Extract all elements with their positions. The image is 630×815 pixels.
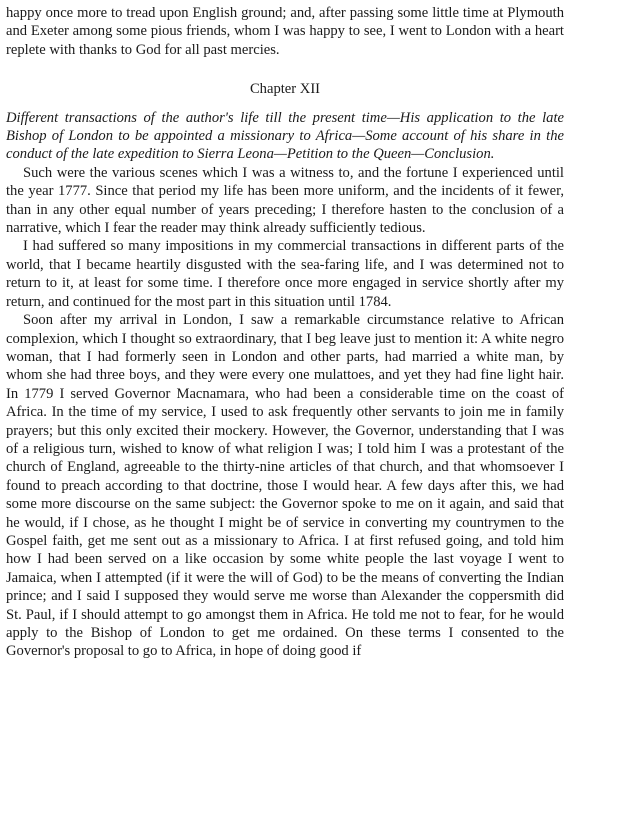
body-paragraph-2: I had suffered so many impositions in my commercial transactions in different parts of the world, that I became heartily disgusted with the sea-faring life, and I was determined not to return to it, at least for some time. I therefore once more engaged in service shortly after my return, and continued for the most part in this situation until 1784. <box>6 238 564 310</box>
body-paragraph-3: Soon after my arrival in London, I saw a remarkable circumstance relative to African complexion, which I thought so extraordinary, that I beg leave just to mention it: A white negro woman, that I had formerly seen in London and other parts, had married a white man, by whom she had three boys, and they were every one mulattoes, and yet they had fine light hair. In 1779 I served Governor Macnamara, who had been a considerable time on the coast of Africa. In the time of my service, I used to ask frequently other servants to join me in family prayers; but this only excited their mockery. However, the Governor, understanding that I was of a religious turn, wished to know of what religion I was; I told him I was a protestant of the church of England, agreeable to the thirty-nine articles of that church, and that whomsoever I found to preach according to that doctrine, those I would hear. A few days after this, we had some more discourse on the same subject: the Governor spoke to me on it again, and said that he would, if I chose, as he thought I might be of service in converting my countrymen to the Gospel faith, get me sent out as a missionary to Africa. I at first refused going, and told him how I had been served on a like occasion by some white people the last voyage I went to Jamaica, when I attempted (if it were the will of God) to be the means of converting the Indian prince; and I said I supposed they would serve me worse than Alexander the coppersmith did St. Paul, if I should attempt to go amongst them in Africa. He told me not to fear, for he would apply to the Bishop of London to get me ordained. On these terms I consented to the Governor's proposal to go to Africa, in hope of doing good if <box>6 312 564 660</box>
chapter-summary: Different transactions of the author's life till the present time—His application to the late Bishop of London to be appointed a missionary to Africa—Some account of his share in the conduct of the late expedition to Sierra Leona—Petition to the Queen—Conclusion. <box>6 109 564 163</box>
body-paragraph-1: Such were the various scenes which I was a witness to, and the fortune I experienced until the year 1777. Since that period my life has been more uniform, and the incidents of it fewer, than in any other equal number of years preceding; I therefore hasten to the conclusion of a narrative, which I fear the reader may think already sufficiently tedious. <box>6 164 564 237</box>
chapter-title: Chapter XII <box>249 81 321 98</box>
opening-paragraph: happy once more to tread upon English ground; and, after passing some little time at Plymouth and Exeter among some pious friends, whom I was happy to see, I went to London with a heart replete with thanks to God for all past mercies. <box>6 5 564 58</box>
document-page <box>6 4 564 661</box>
